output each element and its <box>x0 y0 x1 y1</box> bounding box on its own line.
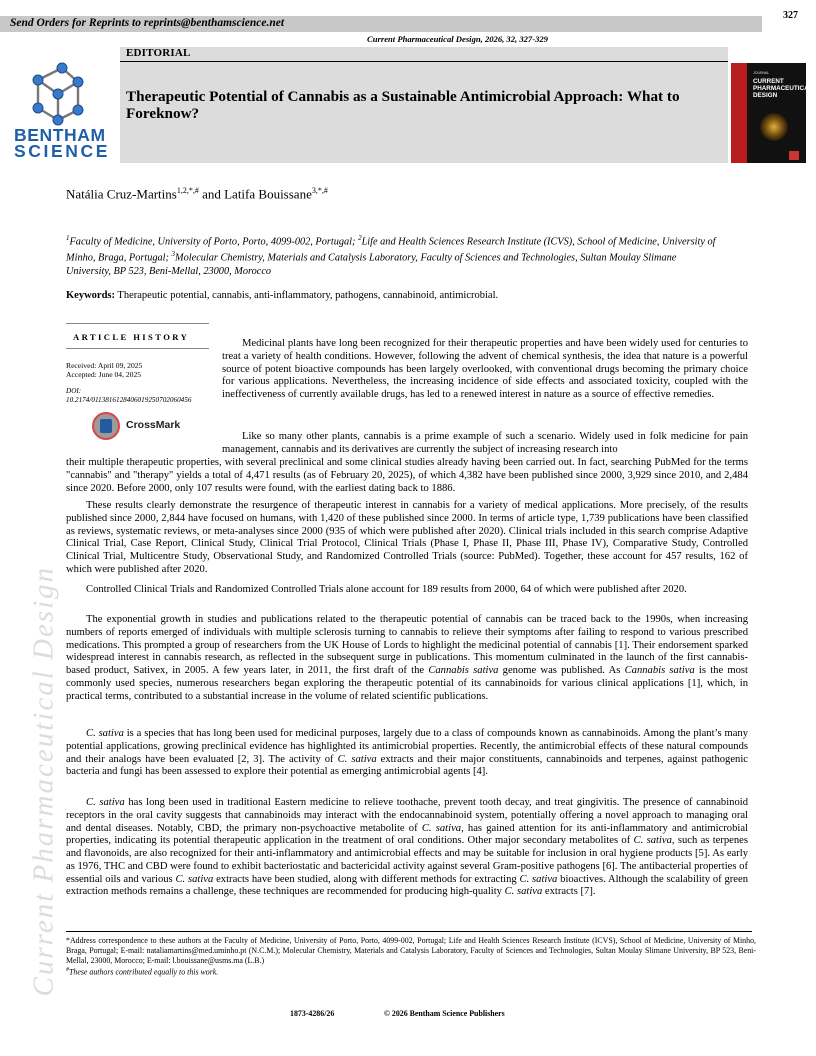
paragraph-2-cont: their multiple therapeutic properties, with several preclinical and some clinical studies already having been carried out. In fact, searching PubMed for the terms "cannabis" and "therapy" yields a total of 4,471 results (as of February 20, 2025), of which 4,382 have been published since 2000, 3,929 since 2010, and 2,484 since 2020. Before 2000, only 107 results were found, with the earliest dating back to 1886. <box>66 457 748 494</box>
crossmark-icon <box>92 412 120 440</box>
reprints-notice: Send Orders for Reprints to reprints@benthamscience.net <box>10 17 285 29</box>
affiliations: $^1$Faculty of Medicine, University of Porto, Porto, 4099-002, Portugal; $^2$Life and Health Sciences Research Institute (ICVS), School of Medicine, University of Minho, Braga, Portugal; $^3$Molecular Chemistry, Materials and Catalysis Laboratory, Faculty of Sciences and Technologies, Sultan Moulay Slimane University, BP 523, Beni-Mellal, 23000, Morocco <box>66 234 716 277</box>
journal-cover-image <box>731 63 813 163</box>
journal-citation <box>367 34 548 44</box>
paragraph-6: C. sativa is a species that has long been used for medicinal purposes, largely due to a class of compounds known as cannabinoids. Among the plant’s many potential applications, growing preclinical evidence has highlighted its antimicrobial properties. Recently, the antimicrobial effects of these natural compounds and their analogs have been evaluated [2, 3]. The activity of C. sativa extracts and their major constituents, cannabinoids and terpenes, against pathogenic bacteria and fungi has been assessed to explore their potential as emerging antimicrobial agents [4]. <box>66 728 748 778</box>
history-rule-top <box>66 323 209 324</box>
journal-name: Current Pharmaceutical Design <box>367 34 481 44</box>
paragraph-1: Medicinal plants have long been recognized for their therapeutic properties and have been widely used for centuries to treat a variety of health conditions. However, following the advent of chemical synthesis, the idea that nature is a powerful source of potent bioactive compounds has been largely overlooked, with conventional drugs becoming the primary choice for various applications. Nevertheless, the increasing incidence of side effects and associated toxicity, coupled with the ineffectiveness of currently available drugs, has led to a renewed interest in nature as a source of effective remedies. <box>222 338 748 400</box>
history-rule-bottom <box>66 348 209 349</box>
equal-contribution-note: #These authors contributed equally to this work. <box>66 967 219 977</box>
logo-line-1: BENTHAM <box>14 125 106 145</box>
banner-rule <box>120 61 728 62</box>
page-number: 327 <box>783 10 798 21</box>
doi[interactable]: DOI: 10.2174/0113816128406019250702060456 <box>66 387 214 405</box>
article-title: Therapeutic Potential of Cannabis as a Sustainable Antimicrobial Approach: What to Foreknow? <box>126 88 680 122</box>
history-dates <box>66 361 142 379</box>
section-label: EDITORIAL <box>126 47 191 59</box>
keywords: Keywords: Therapeutic potential, cannabis, anti-inflammatory, pathogens, cannabinoid, antimicrobial. <box>66 290 499 301</box>
logo-line-2: SCIENCE <box>14 141 110 161</box>
footnote-rule <box>66 931 752 932</box>
cover-artwork <box>760 113 788 141</box>
copyright: © 2026 Bentham Science Publishers <box>384 1009 505 1018</box>
journal-volume: 32 <box>506 34 516 44</box>
author-line: Natália Cruz-Martins$^{1,2,*,\#}$ and Latifa Bouissane$^{3,*,\#}$ <box>66 186 328 202</box>
journal-year: , 2026, <box>480 34 507 44</box>
crossmark-badge[interactable]: CrossMark <box>92 412 202 442</box>
author-1: Natália Cruz-Martins <box>66 186 177 202</box>
paragraph-4: Controlled Clinical Trials and Randomized Controlled Trials alone account for 189 results from 2000, 64 of which were published after 2020. <box>86 584 687 595</box>
paragraph-7: C. sativa has long been used in traditional Eastern medicine to relieve toothache, prevent tooth decay, and treat gingivitis. The presence of cannabinoid receptors in the oral cavity suggests that cannabinoids may interact with the endocannabinoid system, potentially offering a novel approach to managing oral and dental diseases. Notably, CBD, the primary non-psychoactive metabolite of C. sativa, has gained attention for its anti-inflammatory and antimicrobial properties, indicating its potential therapeutic application in the treatment of oral conditions. Other major secondary metabolites of C. sativa, such as terpenes and flavonoids, are also recognized for their anti-inflammatory and antimicrobial effects and may be suitable for inclusion in oral hygiene products [5]. As early as 1976, THC and CBD were found to exhibit bacteriostatic and bactericidal activity against several Gram-positive pathogens [6]. The antibacterial properties of essential oils and various C. sativa extracts have been studied, along with different methods for extracting C. sativa bioactives. Although the scalability of green extraction methods remains a challenge, these techniques are recommended for producing high-quality C. sativa extracts [7]. <box>66 797 749 898</box>
keywords-label: Keywords: <box>66 290 115 301</box>
journal-watermark: Current Pharmaceutical Design <box>27 565 60 997</box>
issn: 1873-4286/26 <box>290 1009 335 1018</box>
received-date: Received: April 09, 2025 <box>66 361 143 370</box>
journal-pages: , 327-329 <box>515 34 548 44</box>
article-history-heading: ARTICLE HISTORY <box>73 332 190 342</box>
cover-title: JOURNAL CURRENT PHARMACEUTICAL DESIGN <box>753 71 813 99</box>
paragraph-2-start: Like so many other plants, cannabis is a prime example of such a scenario. Widely used in folk medicine for pain management, cannabis and its derivatives are currently the subject of increasing research into <box>222 431 748 455</box>
paragraph-3: These results clearly demonstrate the resurgence of therapeutic interest in cannabis for a variety of medical applications. More precisely, of the results published since 2000, 2,844 have focused on humans, with 1,420 of these published since 2000. In terms of article type, 1,739 publications have been classified as reviews, systematic reviews, or meta-analyses since 2000 (935 of which were published after 2020). Clinical trials included in this search comprise Adaptive Clinical Trial, Case Report, Clinical Study, Clinical Trial Protocol, Clinical Trials (Phase I, Phase II, Phase III, Phase IV), Comparative Study, Controlled Clinical Trial, Multicentre Study, Observational Study, and Randomized Controlled Trials (source: PubMed). Together, these account for 457 results, 162 of which were published after 2020. <box>66 500 748 575</box>
paragraph-5: The exponential growth in studies and publications related to the therapeutic potential of cannabis can be traced back to the 1990s, when increasing numbers of reports emerged of individuals with multiple sclerosis turning to cannabis to relieve their symptoms after failing to respond to various prescribed medications. This prompted a group of researchers from the UK House of Lords to highlight the medicinal potential of cannabis [1]. Their endorsement sparked widespread interest in cannabis research, as reflected in the subsequent surge in publications. This momentum culminated in the launch of the first cannabis-based product, Sativex, in 2005. A few years later, in 2011, the first draft of the Cannabis sativa genome was published. As Cannabis sativa is the most commonly used species, numerous researchers began exploring the therapeutic potential of its cannabinoids for various clinical applications [1], which, in practical terms, contributed to a substantial increase in the volume of related scientific publications. <box>66 614 748 702</box>
cover-logo <box>789 151 799 160</box>
doi-link[interactable]: 10.2174/0113816128406019250702060456 <box>66 396 192 404</box>
accepted-date: Accepted: June 04, 2025 <box>66 370 142 379</box>
correspondence-footnote: *Address correspondence to these authors at the Faculty of Medicine, University of Porto, Porto, 4099-002, Portugal; Life and Health Sciences Research Institute (ICVS), School of Medicine, University of Minho, Braga, Portugal; E-mail: nataliamartins@med.uminho.pt (N.C.M.); Molecular Chemistry, Materials and Catalysis Laboratory, Faculty of Sciences and Technologies, Sultan Moulay Slimane University, BP 523, Beni-Mellal, 23000, Morocco; E-mail: l.bouissane@usms.ma (L.B.) <box>66 936 756 965</box>
author-2: Latifa Bouissane <box>224 186 312 202</box>
publisher-logo-text <box>14 127 110 159</box>
